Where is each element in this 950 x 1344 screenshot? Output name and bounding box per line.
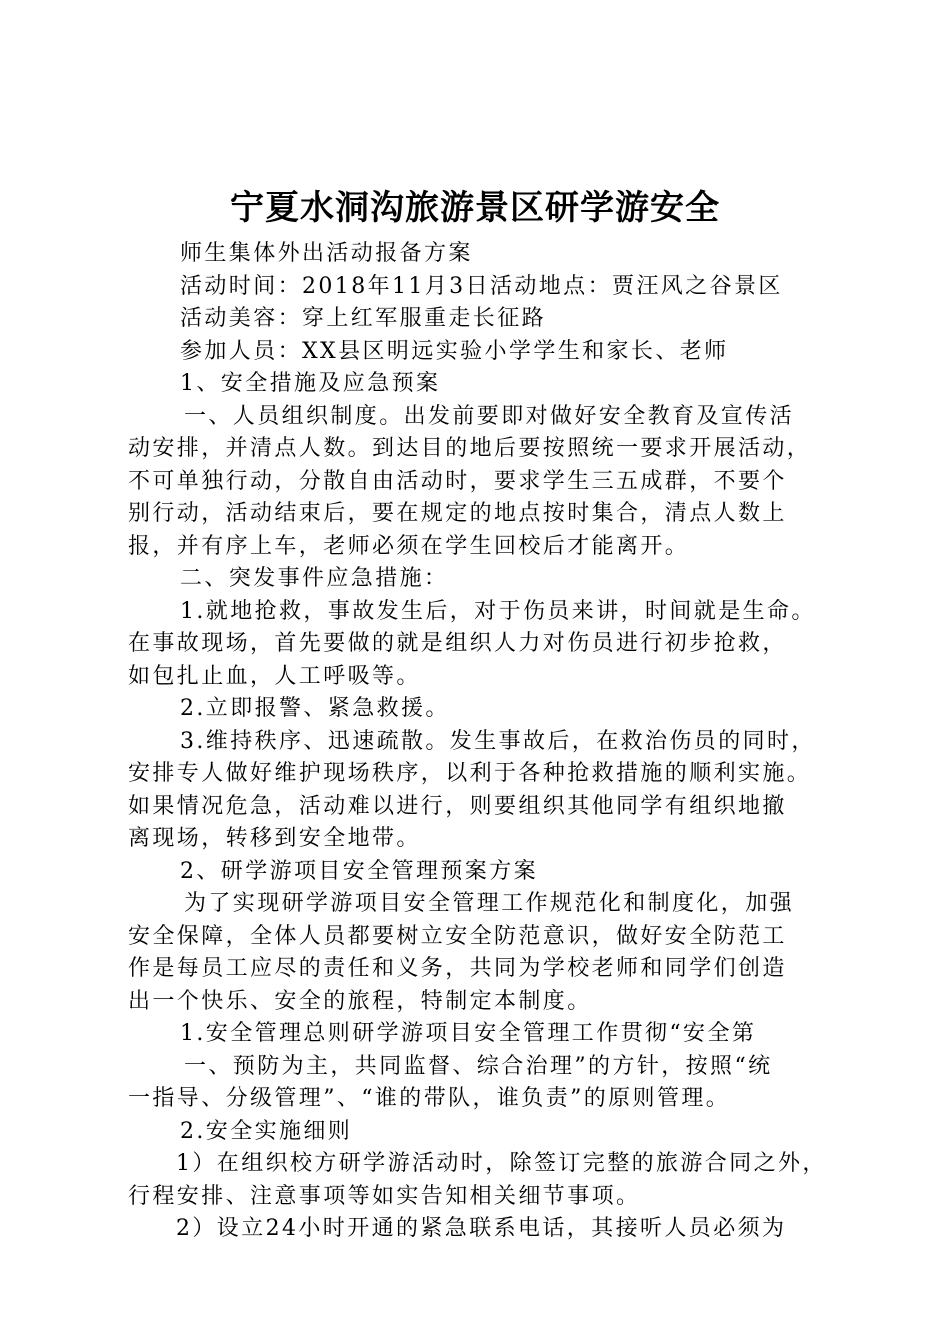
paragraph-line: 1.就地抢救，事故发生后，对于伤员来讲，时间就是生命。 — [180, 598, 816, 624]
paragraph-line: 活动时间：2018年11月3日活动地点：贾汪风之谷景区 — [180, 273, 783, 299]
paragraph-line: 出一个快乐、安全的旅程，特制定本制度。 — [128, 988, 592, 1014]
paragraph-line: 行程安排、注意事项等如实告知相关细节事项。 — [128, 1183, 641, 1209]
paragraph-line: 活动美容：穿上红军服重走长征路 — [180, 306, 547, 331]
paragraph-line: 3.维持秩序、迅速疏散。发生事故后，在救治伤员的同时， — [180, 728, 816, 754]
section-heading: 1、安全措施及应急预案 — [180, 371, 441, 396]
paragraph-line: 离现场，转移到安全地带。 — [128, 826, 421, 851]
section-heading: 2、研学游项目安全管理预案方案 — [180, 858, 538, 884]
paragraph-line: 为了实现研学游项目安全管理工作规范化和制度化，加强 — [184, 891, 795, 916]
paragraph-line: 报，并有序上车，老师必须在学生回校后才能离开。 — [128, 533, 690, 559]
paragraph-line: 别行动，活动结束后，要在规定的地点按时集合，清点人数上 — [128, 501, 787, 526]
document-body — [128, 238, 858, 1246]
section-heading: 二、突发事件应急措施： — [180, 566, 449, 591]
paragraph-line: 动安排，并清点人数。到达目的地后要按照统一要求开展活动， — [128, 436, 812, 461]
paragraph-line: 2.安全实施细则 — [180, 1118, 353, 1144]
paragraph-line: 2）设立24小时开通的紧急联系电话，其接听人员必须为 — [176, 1216, 787, 1241]
paragraph-line: 一指导、分级管理”、“谁的带队，谁负责”的原则管理。 — [128, 1086, 731, 1111]
paragraph-line: 不可单独行动，分散自由活动时，要求学生三五成群，不要个 — [128, 468, 787, 494]
paragraph-line: 在事故现场，首先要做的就是组织人力对伤员进行初步抢救， — [128, 631, 787, 656]
paragraph-line: 一、人员组织制度。出发前要即对做好安全教育及宣传活 — [184, 403, 795, 429]
paragraph-line: 2.立即报警、紧急救援。 — [180, 696, 450, 721]
document-title: 宁夏水洞沟旅游景区研学游安全 — [230, 188, 720, 228]
paragraph-line: 如包扎止血，人工呼吸等。 — [128, 663, 421, 689]
paragraph-line: 参加人员：XX县区明远实验小学学生和家长、老师 — [180, 338, 729, 364]
paragraph-line: 作是每员工应尽的责任和义务，共同为学校老师和同学们创造 — [128, 956, 787, 981]
paragraph-line: 师生集体外出活动报备方案 — [180, 241, 473, 266]
paragraph-line: 如果情况危急，活动难以进行，则要组织其他同学有组织地撤 — [128, 793, 787, 819]
paragraph-line: 1）在组织校方研学游活动时，除签订完整的旅游合同之外， — [176, 1151, 827, 1176]
paragraph-line: 安排专人做好维护现场秩序，以利于各种抢救措施的顺利实施。 — [128, 761, 812, 786]
paragraph-line: 安全保障，全体人员都要树立安全防范意识，做好安全防范工 — [128, 923, 787, 949]
paragraph-line: 1.安全管理总则研学游项目安全管理工作贯彻“安全第 — [180, 1021, 757, 1046]
paragraph-line: 一、预防为主，共同监督、综合治理”的方针，按照“统 — [184, 1053, 773, 1079]
